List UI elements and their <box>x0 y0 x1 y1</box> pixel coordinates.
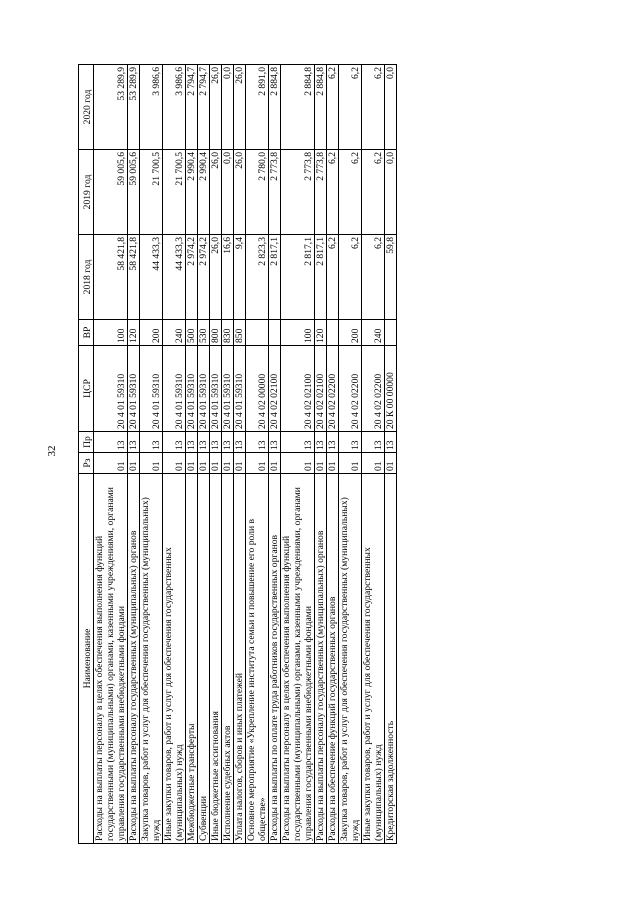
page-number: 32 <box>46 445 58 457</box>
header-csr: ЦСР <box>79 346 94 432</box>
cell-2019: 2 990,4 <box>198 150 210 235</box>
cell-pr: 13 <box>163 432 186 453</box>
cell-2020: 2 884,8 <box>269 65 281 150</box>
cell-2019: 6,2 <box>327 150 339 235</box>
cell-2020: 2 794,7 <box>198 65 210 150</box>
cell-name: Закупка товаров, работ и услуг для обеспечения государственных (муниципальных) нужд <box>339 474 362 844</box>
cell-csr: 20 4 01 59310 <box>94 346 128 432</box>
cell-rz: 01 <box>362 453 385 474</box>
cell-2018: 16,6 <box>222 235 234 320</box>
cell-2018: 6,2 <box>339 235 362 320</box>
table-row <box>246 65 269 844</box>
cell-2018: 59,8 <box>385 235 397 320</box>
cell-2020: 6,2 <box>327 65 339 150</box>
cell-vr: 200 <box>140 320 163 346</box>
cell-rz: 01 <box>140 453 163 474</box>
cell-rz: 01 <box>94 453 128 474</box>
table-row <box>339 65 362 844</box>
cell-name: Расходы на выплаты по оплате труда работников государственных органов <box>269 474 281 844</box>
cell-pr: 13 <box>269 432 281 453</box>
header-pr: Пр <box>79 432 94 453</box>
cell-2019: 59 005,6 <box>128 150 140 235</box>
cell-2018: 44 433,3 <box>140 235 163 320</box>
cell-csr: 20 4 01 59310 <box>198 346 210 432</box>
cell-vr: 530 <box>198 320 210 346</box>
cell-pr: 13 <box>246 432 269 453</box>
cell-pr: 13 <box>94 432 128 453</box>
cell-2020: 26,0 <box>210 65 222 150</box>
cell-name: Основное мероприятие «Укрепление института семьи и повышение его роли в обществе» <box>246 474 269 844</box>
cell-csr: 20 4 01 59310 <box>222 346 234 432</box>
cell-2018: 44 433,3 <box>163 235 186 320</box>
cell-csr: 20 4 01 59310 <box>128 346 140 432</box>
header-vr: ВР <box>79 320 94 346</box>
cell-csr: 20 4 01 59310 <box>163 346 186 432</box>
cell-vr: 100 <box>281 320 315 346</box>
cell-rz: 01 <box>222 453 234 474</box>
table-row <box>198 65 210 844</box>
table-row <box>140 65 163 844</box>
header-name: Наименование <box>79 474 94 844</box>
cell-pr: 13 <box>315 432 327 453</box>
cell-pr: 13 <box>222 432 234 453</box>
cell-rz: 01 <box>327 453 339 474</box>
cell-2018: 2 817,1 <box>315 235 327 320</box>
table-row <box>234 65 246 844</box>
cell-rz: 01 <box>186 453 198 474</box>
cell-2020: 2 794,7 <box>186 65 198 150</box>
cell-2018: 2 823,3 <box>246 235 269 320</box>
cell-name: Иные бюджетные ассигнования <box>210 474 222 844</box>
table-row <box>269 65 281 844</box>
cell-2018: 2 974,2 <box>198 235 210 320</box>
cell-rz: 01 <box>210 453 222 474</box>
cell-2020: 3 986,6 <box>140 65 163 150</box>
cell-name: Иные закупки товаров, работ и услуг для обеспечения государственных (муниципальных) нужд <box>362 474 385 844</box>
cell-csr: 20 4 02 02100 <box>315 346 327 432</box>
cell-pr: 13 <box>327 432 339 453</box>
cell-vr <box>246 320 269 346</box>
cell-2019: 21 700,5 <box>163 150 186 235</box>
cell-csr: 20 4 02 00000 <box>246 346 269 432</box>
cell-2018: 2 817,1 <box>269 235 281 320</box>
cell-2019: 2 990,4 <box>186 150 198 235</box>
cell-name: Закупка товаров, работ и услуг для обеспечения государственных (муниципальных) нужд <box>140 474 163 844</box>
table-row <box>385 65 397 844</box>
cell-name: Расходы на выплаты персоналу в целях обеспечения выполнения функций государственными (муниципальными) органами, казенными учреждениями, органами управления государственными внебюджетными фондами <box>94 474 128 844</box>
cell-vr: 100 <box>94 320 128 346</box>
cell-2020: 0,0 <box>222 65 234 150</box>
cell-name: Исполнение судебных актов <box>222 474 234 844</box>
cell-2020: 2 884,8 <box>281 65 315 150</box>
cell-2019: 2 773,8 <box>315 150 327 235</box>
cell-csr: 20 4 01 59310 <box>186 346 198 432</box>
table-row <box>210 65 222 844</box>
table-row <box>128 65 140 844</box>
cell-name: Расходы на выплаты персоналу государственных (муниципальных) органов <box>128 474 140 844</box>
cell-pr: 13 <box>186 432 198 453</box>
cell-vr: 240 <box>362 320 385 346</box>
cell-2019: 2 780,0 <box>246 150 269 235</box>
header-rz: Рз <box>79 453 94 474</box>
cell-2019: 2 773,8 <box>281 150 315 235</box>
cell-csr: 20 4 02 02200 <box>339 346 362 432</box>
cell-rz: 01 <box>128 453 140 474</box>
table-row <box>281 65 315 844</box>
cell-2018: 6,2 <box>362 235 385 320</box>
cell-2019: 2 773,8 <box>269 150 281 235</box>
cell-rz: 01 <box>198 453 210 474</box>
cell-2020: 2 884,8 <box>315 65 327 150</box>
cell-vr: 120 <box>128 320 140 346</box>
cell-2019: 6,2 <box>339 150 362 235</box>
cell-csr: 20 4 02 02100 <box>281 346 315 432</box>
cell-pr: 13 <box>198 432 210 453</box>
cell-csr: 20 4 01 59310 <box>140 346 163 432</box>
cell-2018: 2 817,1 <box>281 235 315 320</box>
cell-vr: 240 <box>163 320 186 346</box>
cell-vr: 850 <box>234 320 246 346</box>
cell-name: Кредиторская задолженность <box>385 474 397 844</box>
cell-pr: 13 <box>140 432 163 453</box>
cell-2019: 0,0 <box>222 150 234 235</box>
table-row <box>163 65 186 844</box>
rotated-table-container <box>78 64 605 844</box>
cell-csr: 20 4 01 59310 <box>234 346 246 432</box>
cell-vr: 800 <box>210 320 222 346</box>
cell-rz: 01 <box>234 453 246 474</box>
header-2018: 2018 год <box>79 235 94 320</box>
cell-pr: 13 <box>281 432 315 453</box>
budget-table <box>78 64 397 844</box>
cell-2020: 53 289,9 <box>128 65 140 150</box>
cell-csr: 20 4 01 59310 <box>210 346 222 432</box>
cell-2018: 58 421,8 <box>128 235 140 320</box>
cell-name: Расходы на обеспечение функций государственных органов <box>327 474 339 844</box>
cell-2018: 6,2 <box>327 235 339 320</box>
cell-vr: 830 <box>222 320 234 346</box>
cell-csr: 20 К 00 00000 <box>385 346 397 432</box>
cell-rz: 01 <box>163 453 186 474</box>
table-row <box>186 65 198 844</box>
cell-rz: 01 <box>385 453 397 474</box>
cell-2020: 53 289,9 <box>94 65 128 150</box>
table-row <box>94 65 128 844</box>
cell-2020: 6,2 <box>362 65 385 150</box>
cell-pr: 13 <box>339 432 362 453</box>
table-body <box>94 65 397 844</box>
cell-csr: 20 4 02 02100 <box>269 346 281 432</box>
cell-name: Межбюджетные трансферты <box>186 474 198 844</box>
cell-2020: 6,2 <box>339 65 362 150</box>
cell-vr <box>385 320 397 346</box>
cell-name: Расходы на выплаты персоналу в целях обеспечения выполнения функций государственными (муниципальными) органами, казенными учреждениями, органами управления государственными внебюджетными фондами <box>281 474 315 844</box>
cell-2020: 0,0 <box>385 65 397 150</box>
cell-pr: 13 <box>234 432 246 453</box>
cell-2020: 3 986,6 <box>163 65 186 150</box>
cell-name: Субвенции <box>198 474 210 844</box>
cell-2020: 2 891,0 <box>246 65 269 150</box>
cell-csr: 20 4 02 02200 <box>362 346 385 432</box>
cell-vr: 120 <box>315 320 327 346</box>
cell-rz: 01 <box>269 453 281 474</box>
cell-vr: 500 <box>186 320 198 346</box>
cell-name: Иные закупки товаров, работ и услуг для обеспечения государственных (муниципальных) нужд <box>163 474 186 844</box>
header-2020: 2020 год <box>79 65 94 150</box>
cell-2018: 26,0 <box>210 235 222 320</box>
header-2019: 2019 год <box>79 150 94 235</box>
cell-vr <box>269 320 281 346</box>
cell-vr <box>327 320 339 346</box>
table-row <box>327 65 339 844</box>
cell-name: Расходы на выплаты персоналу государственных (муниципальных) органов <box>315 474 327 844</box>
table-row <box>315 65 327 844</box>
cell-pr: 13 <box>210 432 222 453</box>
cell-2019: 21 700,5 <box>140 150 163 235</box>
cell-2019: 26,0 <box>234 150 246 235</box>
table-header-row <box>79 65 94 844</box>
cell-2018: 9,4 <box>234 235 246 320</box>
cell-2020: 26,0 <box>234 65 246 150</box>
cell-2019: 26,0 <box>210 150 222 235</box>
cell-csr: 20 4 02 02200 <box>327 346 339 432</box>
cell-pr: 13 <box>128 432 140 453</box>
cell-rz: 01 <box>281 453 315 474</box>
cell-rz: 01 <box>246 453 269 474</box>
cell-2018: 2 974,2 <box>186 235 198 320</box>
cell-2019: 6,2 <box>362 150 385 235</box>
table-row <box>362 65 385 844</box>
cell-2018: 58 421,8 <box>94 235 128 320</box>
cell-rz: 01 <box>339 453 362 474</box>
cell-pr: 13 <box>385 432 397 453</box>
cell-pr: 13 <box>362 432 385 453</box>
cell-name: Уплата налогов, сборов и иных платежей <box>234 474 246 844</box>
cell-2019: 59 005,6 <box>94 150 128 235</box>
cell-rz: 01 <box>315 453 327 474</box>
cell-vr: 200 <box>339 320 362 346</box>
cell-2019: 0,0 <box>385 150 397 235</box>
table-row <box>222 65 234 844</box>
